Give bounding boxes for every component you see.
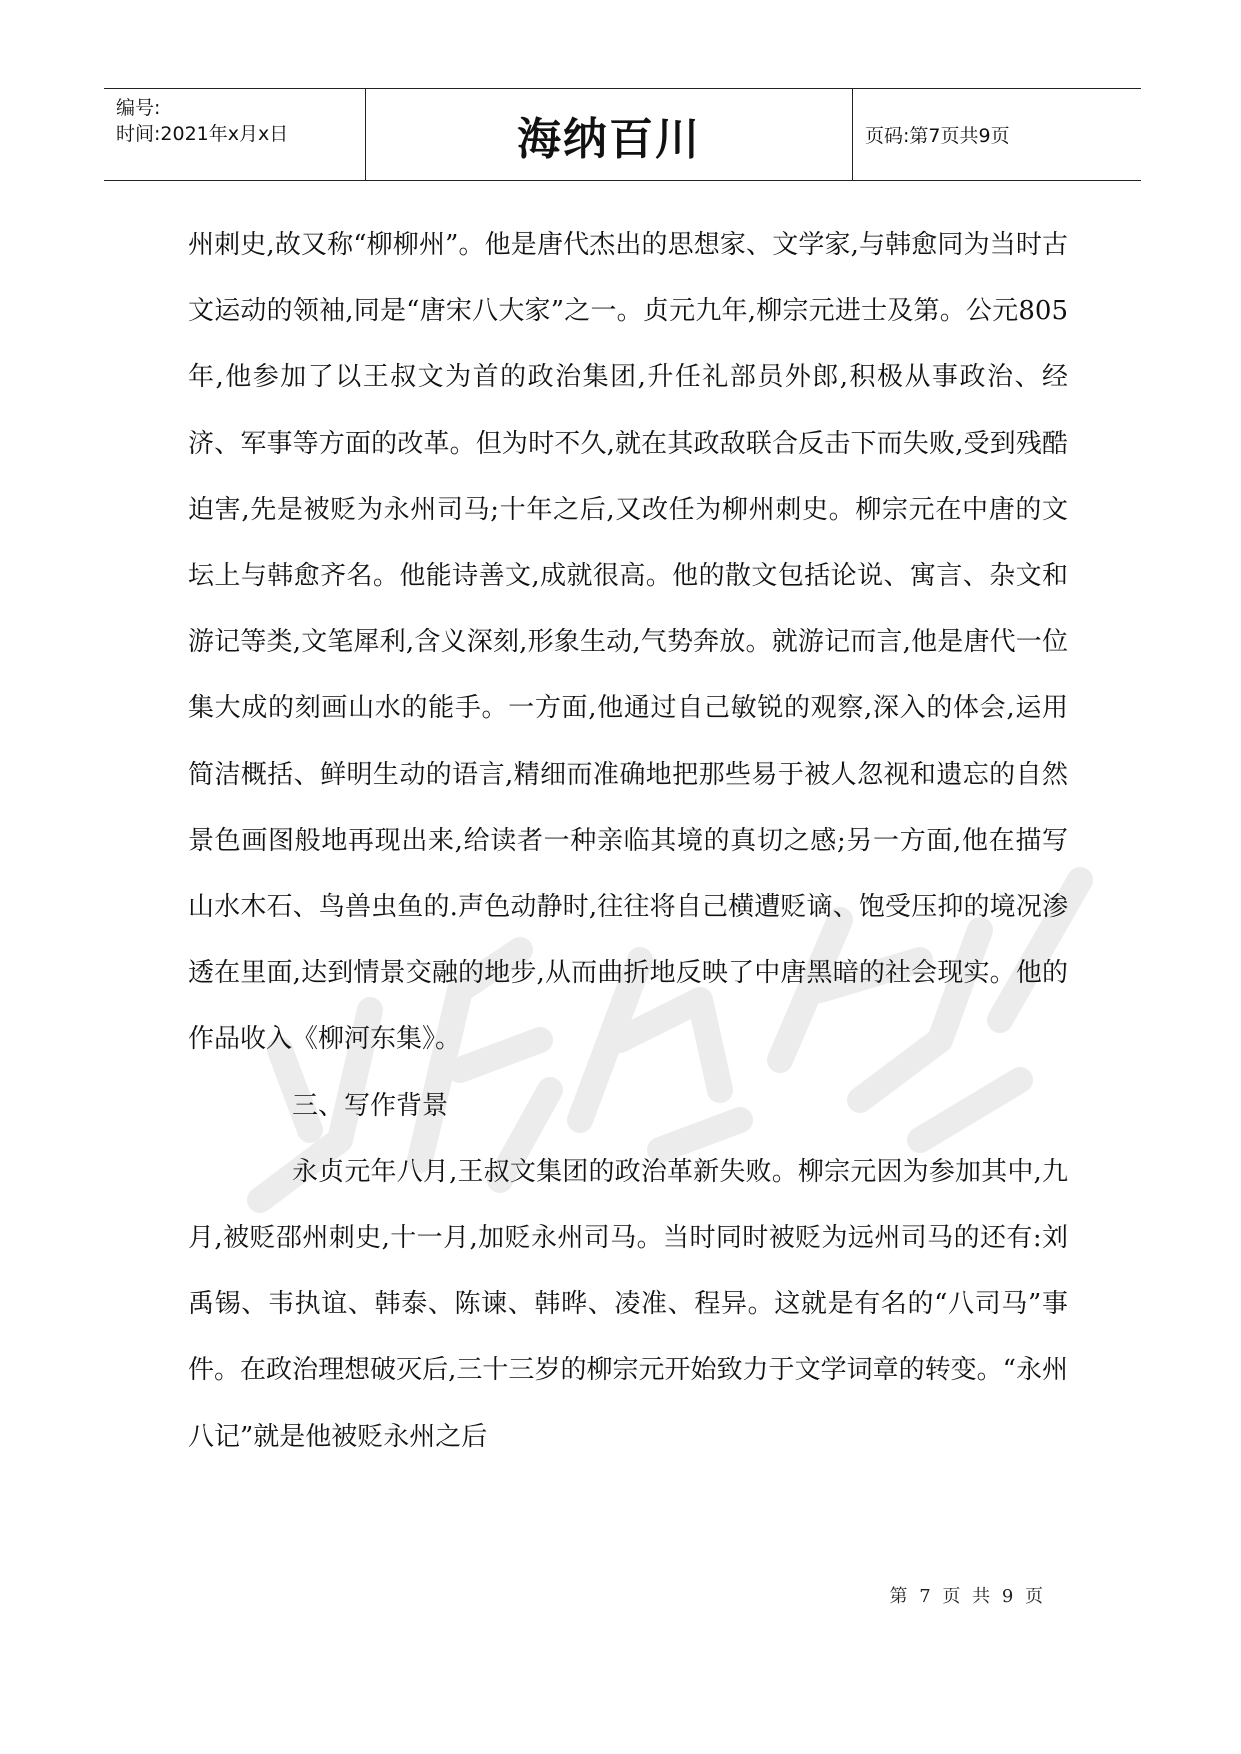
page-footer: 第 7 页 共 9 页 <box>889 1586 1046 1607</box>
header-title: 海纳百川 <box>366 89 853 180</box>
header-meta <box>104 89 366 180</box>
section-heading: 三、写作背景 <box>292 1090 449 1121</box>
header-page-label: 页码:第7页共9页 <box>865 125 1010 147</box>
header-time-label: 时间:2021年x月x日 <box>116 123 289 145</box>
body-text <box>188 212 1068 1470</box>
paragraph-biography: 州刺史,故又称“柳柳州”。他是唐代杰出的思想家、文学家,与韩愈同为当时古文运动的领袖,同是“唐宋八大家”之一。贞元九年,柳宗元进士及第。公元805年,他参加了以王叔文为首的政治集团,升任礼部员外郎,积极从事政治、经济、军事等方面的改革。但为时不久,就在其政敌联合反击下而失败,受到残酷迫害,先是被贬为永州司马;十年之后,又改任为柳州刺史。柳宗元在中唐的文坛上与韩愈齐名。他能诗善文,成就很高。他的散文包括论说、寓言、杂文和游记等类,文笔犀利,含义深刻,形象生动,气势奔放。就游记而言,他是唐代一位集大成的刻画山水的能手。一方面,他通过自己敏锐的观察,深入的体会,运用简洁概括、鲜明生动的语言,精细而准确地把那些易于被人忽视和遗忘的自然景色画图般地再现出来,给读者一种亲临其境的真切之感;另一方面,他在描写山水木石、鸟兽虫鱼的.声色动静时,往往将自己横遭贬谪、饱受压抑的境况渗透在里面,达到情景交融的地步,从而曲折地反映了中唐黑暗的社会现实。他的作品收入《柳河东集》。 <box>188 230 1069 1055</box>
header-number-label: 编号: <box>116 97 161 119</box>
page-header <box>104 88 1141 181</box>
paragraph-background: 永贞元年八月,王叔文集团的政治革新失败。柳宗元因为参加其中,九月,被贬邵州刺史,十一月,加贬永州司马。当时同时被贬为远州司马的还有:刘禹锡、韦执谊、韩泰、陈谏、韩晔、凌准、程异。这就是有名的“八司马”事件。在政治理想破灭后,三十三岁的柳宗元开始致力于文学词章的转变。“永州八记”就是他被贬永州之后 <box>188 1156 1068 1452</box>
